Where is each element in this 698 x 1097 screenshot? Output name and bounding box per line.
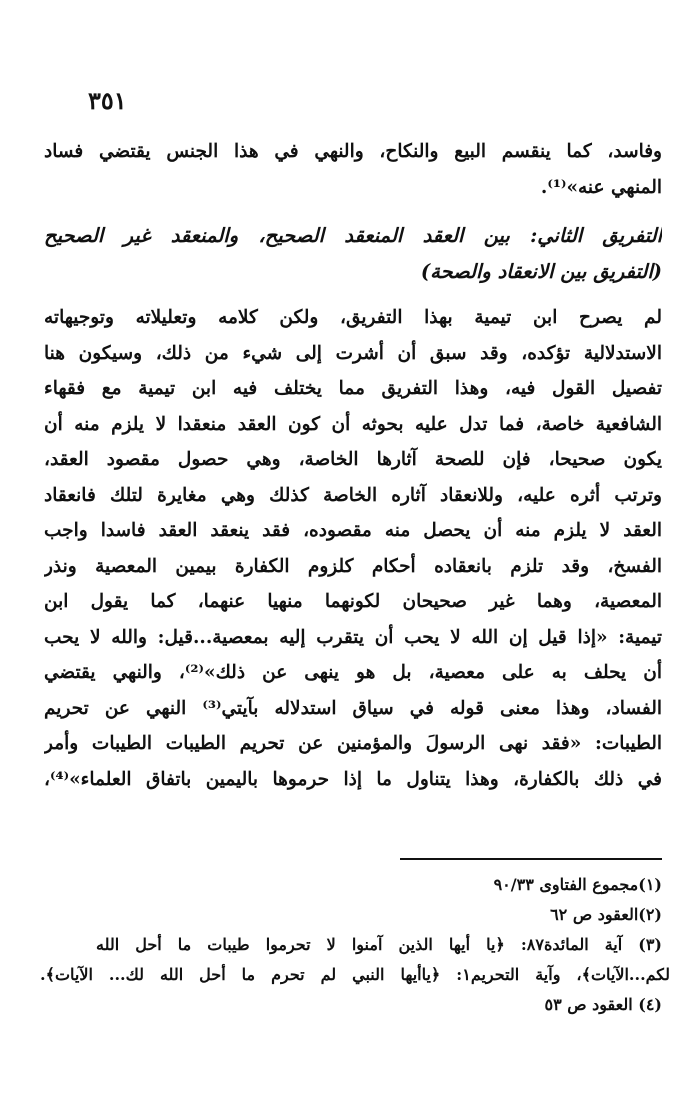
footnote-3: (٣) آية المائدة٨٧: ﴿يا أيها الذين آمنوا لا تحرموا طيبات ما أحل الله bbox=[96, 935, 662, 954]
text-line: الاستدلالية تؤكده، وقد سبق أن أشرت إلى شيء من ذلك، وسيكون هنا bbox=[44, 342, 662, 364]
text-line: يكون صحيحا، فإن للصحة آثارها الخاصة، وهي حصول مقصود العقد، bbox=[44, 449, 662, 470]
text-line: وفاسد، كما ينقسم البيع والنكاح، والنهي في هذا الجنس يقتضي فساد bbox=[44, 141, 662, 162]
text-line: في ذلك بالكفارة، وهذا يتناول ما إذا حرموها باليمين باتفاق العلماء»⁽⁴⁾، bbox=[44, 768, 662, 790]
text-line: الشافعية خاصة، فما تدل عليه بحوثه أن كون العقد منعقدا لا يلزم منه أن bbox=[44, 413, 662, 435]
text-line: الفسخ، وقد تلزم بانعقاده أحكام كلزوم الكفارة بيمين المعصية ونذر bbox=[44, 555, 662, 577]
heading-subtitle: (التفريق بين الانعقاد والصحة) bbox=[420, 259, 662, 283]
footnote-1: (١)مجموع الفتاوى ٩٠/٣٣ bbox=[493, 875, 662, 894]
text-line: تيمية: «إذا قيل إن الله لا يحب أن يتقرب إليه بمعصية...قيل: والله لا يحب bbox=[44, 626, 662, 648]
text-line: وترتب أثره عليه، وللانعقاد آثاره الخاصة كذلك وهي مغايرة لتلك فانعقاد bbox=[44, 484, 662, 506]
paragraph-main bbox=[44, 300, 662, 797]
text-line: المنهي عنه»⁽¹⁾. bbox=[540, 176, 662, 198]
footnote-2: (٢)العقود ص ٦٢ bbox=[550, 905, 662, 924]
text-line: لم يصرح ابن تيمية بهذا التفريق، ولكن كلامه وتعليلاته وتوجيهاته bbox=[44, 307, 662, 328]
text-line: الفساد، وهذا معنى قوله في سياق استدلاله بآيتي⁽³⁾ النهي عن تحريم bbox=[44, 697, 662, 719]
page-number: ٣٥١ bbox=[88, 86, 127, 115]
text-line: المعصية، وهما غير صحيحان لكونهما منهيا عنهما، كما يقول ابن bbox=[44, 591, 662, 612]
footnotes bbox=[40, 870, 670, 1020]
paragraph-continuation bbox=[44, 134, 662, 205]
heading-title: التفريق الثاني: بين العقد المنعقد الصحيح، والمنعقد غير الصحيح bbox=[44, 224, 662, 247]
text-line: أن يحلف به على معصية، بل هو ينهى عن ذلك»⁽²⁾، والنهي يقتضي bbox=[44, 662, 662, 683]
section-heading bbox=[44, 218, 662, 289]
text-line: الطيبات: «فقد نهى الرسولَ والمؤمنين عن تحريم الطيبات الطيبات وأمر bbox=[44, 733, 662, 754]
footnote-3-continuation: لكم...الآيات﴾، وآية التحريم١: ﴿ياأيها النبي لم تحرم ما أحل الله لك... الآيات﴾. bbox=[40, 965, 670, 984]
footnote-4: (٤) العقود ص ٥٣ bbox=[544, 995, 662, 1014]
footnote-separator bbox=[400, 858, 662, 860]
text-line: تفصيل القول فيه، وهذا التفريق مما يختلف فيه ابن تيمية مع فقهاء bbox=[44, 378, 662, 399]
text-line: العقد لا يلزم منه أن يحصل منه مقصوده، فقد ينعقد العقد فاسدا واجب bbox=[44, 520, 662, 541]
